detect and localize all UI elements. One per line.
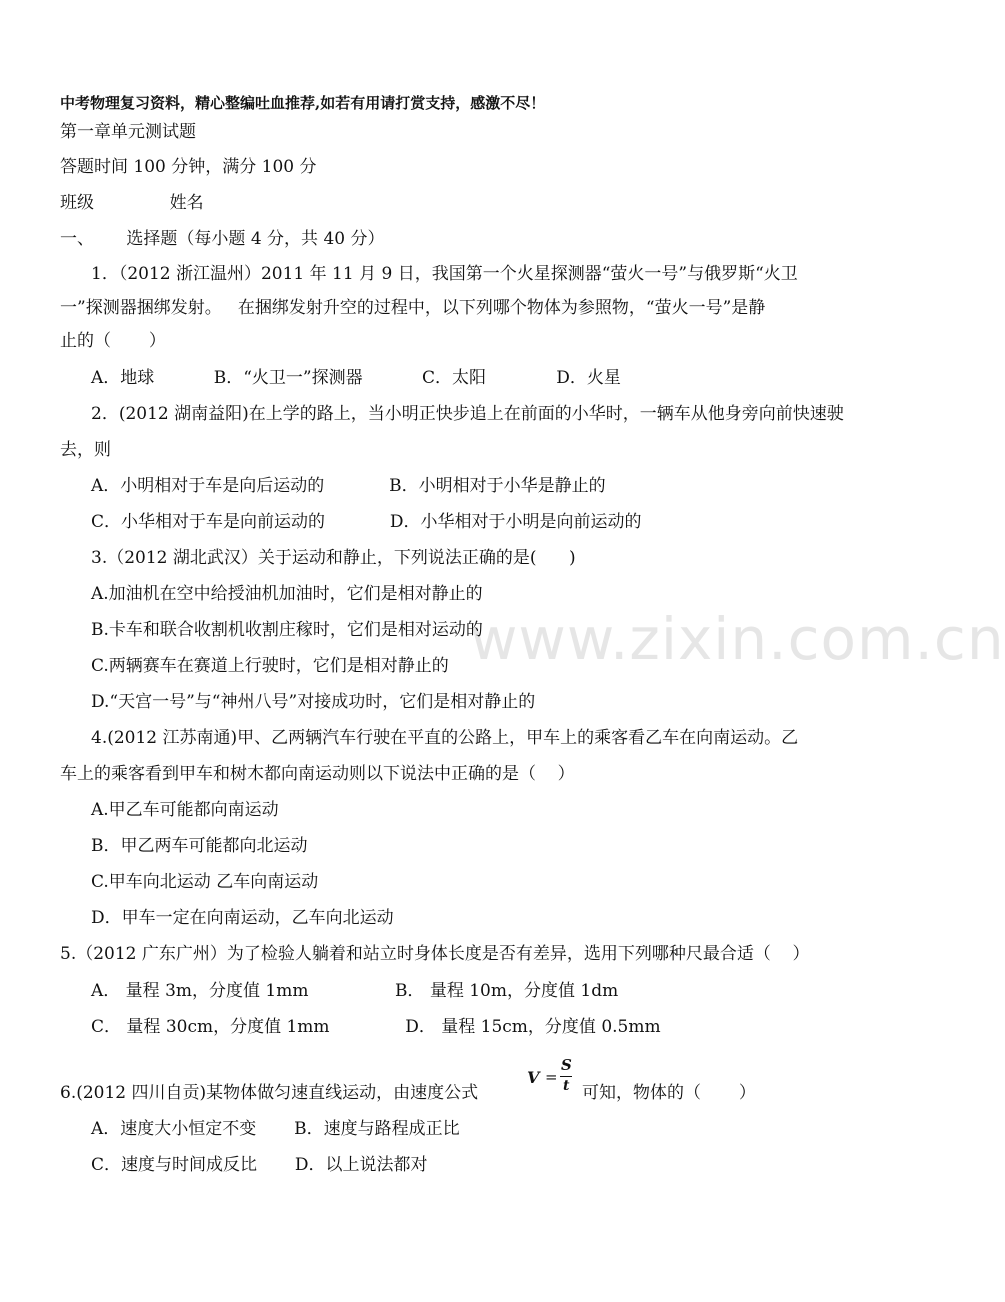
q1-options: A．地球 B．“火卫一”探测器 C．太阳 D．火星	[91, 368, 621, 388]
class-name-line: 班级 姓名	[60, 193, 204, 213]
q1-line2: 一”探测器捆绑发射。 在捆绑发射升空的过程中，以下列哪个物体为参照物，“萤火一号”是静	[60, 298, 766, 318]
q2-options-cd: C．小华相对于车是向前运动的 D．小华相对于小明是向前运动的	[91, 512, 642, 532]
speed-formula	[527, 1056, 579, 1100]
q2-line1: 2．(2012 湖南益阳)在上学的路上，当小明正快步追上在前面的小华时，一辆车从他身旁向前快速驶	[91, 404, 844, 424]
page-title: 第一章单元测试题	[60, 122, 196, 142]
q5-line1: 5.（2012 广东广州）为了检验人躺着和站立时身体长度是否有差异，选用下列哪种尺最合适（ ）	[60, 944, 810, 964]
formula-numerator: S	[561, 1056, 572, 1074]
q4-option-d: D．甲车一定在向南运动，乙车向北运动	[91, 908, 394, 928]
formula-v: V	[527, 1068, 540, 1087]
q4-option-a: A.甲乙车可能都向南运动	[91, 800, 279, 820]
formula-fraction-bar	[560, 1076, 572, 1077]
q4-line1: 4.(2012 江苏南通)甲、乙两辆汽车行驶在平直的公路上，甲车上的乘客看乙车在向南运动。乙	[91, 728, 799, 748]
time-info: 答题时间 100 分钟，满分 100 分	[60, 157, 317, 177]
q6-line1-before: 6.(2012 四川自贡)某物体做匀速直线运动，由速度公式	[60, 1083, 479, 1103]
q4-option-c: C.甲车向北运动 乙车向南运动	[91, 872, 319, 892]
q3-option-c: C.两辆赛车在赛道上行驶时，它们是相对静止的	[91, 656, 449, 676]
q4-line2: 车上的乘客看到甲车和树木都向南运动则以下说法中正确的是（ ）	[60, 764, 575, 784]
watermark: www.zixin.com.cn	[470, 605, 1005, 673]
formula-equals: =	[545, 1068, 558, 1086]
q2-options-ab: A．小明相对于车是向后运动的 B．小明相对于小华是静止的	[91, 476, 606, 496]
q6-line1-after: 可知，物体的（ ）	[582, 1083, 756, 1103]
q6-options-cd: C．速度与时间成反比 D．以上说法都对	[91, 1155, 428, 1175]
q6-options-ab: A．速度大小恒定不变 B．速度与路程成正比	[91, 1119, 460, 1139]
header-note: 中考物理复习资料，精心整编吐血推荐,如若有用请打赏支持，感激不尽！	[60, 94, 546, 112]
section-heading: 一、 选择题（每小题 4 分，共 40 分）	[60, 229, 385, 249]
formula-denominator: t	[563, 1078, 570, 1094]
q5-options-cd: C． 量程 30cm，分度值 1mm D． 量程 15cm，分度值 0.5mm	[91, 1017, 661, 1037]
q1-line1: 1．（2012 浙江温州）2011 年 11 月 9 日，我国第一个火星探测器“萤火一号”与俄罗斯“火卫	[91, 264, 798, 284]
q1-line3: 止的（ ）	[60, 331, 166, 351]
q3-option-b: B.卡车和联合收割机收割庄稼时，它们是相对运动的	[91, 620, 483, 640]
q3-line1: 3.（2012 湖北武汉）关于运动和静止，下列说法正确的是( )	[91, 548, 576, 568]
q3-option-a: A.加油机在空中给授油机加油时，它们是相对静止的	[91, 584, 483, 604]
q2-line2: 去，则	[60, 440, 111, 460]
q3-option-d: D.“天宫一号”与“神州八号”对接成功时，它们是相对静止的	[91, 692, 536, 712]
q4-option-b: B．甲乙两车可能都向北运动	[91, 836, 308, 856]
q5-options-ab: A． 量程 3m，分度值 1mm B． 量程 10m，分度值 1dm	[91, 981, 619, 1001]
